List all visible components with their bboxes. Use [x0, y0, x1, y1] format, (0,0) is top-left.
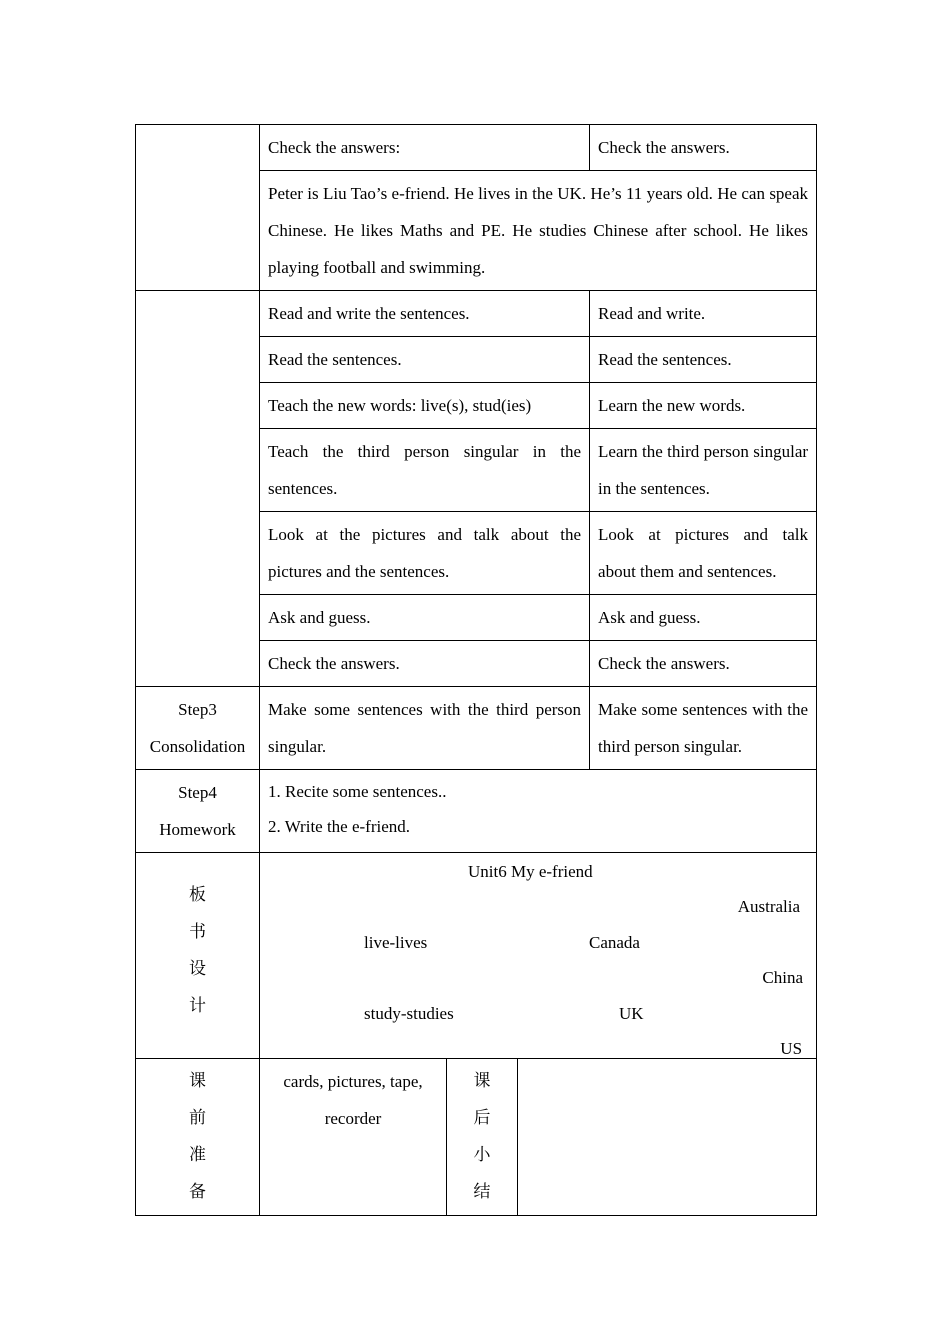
student-activity: Make some sentences with the third person singular. — [590, 687, 817, 770]
student-activity: Learn the new words. — [590, 383, 817, 429]
step3-row — [136, 687, 817, 770]
teacher-activity: Look at the pictures and talk about the pictures and the sentences. — [260, 512, 590, 595]
verb-form: study-studies — [364, 1004, 454, 1023]
step-cell-empty — [136, 291, 260, 687]
summary-content — [518, 1059, 817, 1216]
prep-summary-row — [136, 1059, 817, 1216]
teacher-activity: Teach the new words: live(s), stud(ies) — [260, 383, 590, 429]
check-answers-row — [136, 125, 817, 171]
step-name: Consolidation — [149, 737, 246, 756]
teacher-activity: Ask and guess. — [260, 595, 590, 641]
activity-row — [136, 291, 817, 337]
summary-label: 课 后 小 结 — [447, 1059, 518, 1216]
step4-row — [136, 770, 817, 853]
step-name: Homework — [159, 820, 236, 839]
lesson-plan-table — [135, 124, 817, 1216]
homework-item: 1. Recite some sentences.. — [268, 782, 447, 801]
student-activity: Read the sentences. — [590, 337, 817, 383]
homework-item: 2. Write the e-friend. — [268, 817, 411, 836]
teacher-activity: Check the answers: — [260, 125, 590, 171]
homework-list — [260, 770, 817, 853]
student-activity: Read and write. — [590, 291, 817, 337]
student-activity: Learn the third person singular in the sentences. — [590, 429, 817, 512]
step-number: Step3 — [178, 700, 217, 719]
teacher-activity: Read the sentences. — [260, 337, 590, 383]
student-activity: Check the answers. — [590, 641, 817, 687]
board-design-row — [136, 853, 817, 1059]
teacher-activity: Check the answers. — [260, 641, 590, 687]
country-label: UK — [619, 1004, 644, 1023]
passage-text: Peter is Liu Tao’s e-friend. He lives in the UK. He’s 11 years old. He can speak Chinese. He likes Maths and PE. He studies Chinese after school. He likes playing football and swimming. — [260, 171, 817, 291]
teacher-activity: Teach the third person singular in the sentences. — [260, 429, 590, 512]
preparation-materials: cards, pictures, tape, recorder — [260, 1059, 447, 1216]
teacher-activity: Read and write the sentences. — [260, 291, 590, 337]
student-activity: Look at pictures and talk about them and sentences. — [590, 512, 817, 595]
step-cell-empty — [136, 125, 260, 291]
teacher-activity: Make some sentences with the third person singular. — [260, 687, 590, 770]
country-label: US — [780, 1039, 803, 1058]
country-label: China — [762, 968, 804, 987]
step-label — [136, 770, 260, 853]
verb-form: live-lives — [364, 933, 428, 952]
student-activity: Ask and guess. — [590, 595, 817, 641]
step-number: Step4 — [178, 783, 217, 802]
country-label: Canada — [589, 933, 640, 952]
country-label: Australia — [737, 897, 801, 916]
preparation-label: 课 前 准 备 — [136, 1059, 260, 1216]
board-design-content — [260, 853, 817, 1059]
student-activity: Check the answers. — [590, 125, 817, 171]
board-design-label: 板 书 设 计 — [136, 853, 260, 1059]
step-label — [136, 687, 260, 770]
board-title: Unit6 My e-friend — [468, 862, 593, 881]
